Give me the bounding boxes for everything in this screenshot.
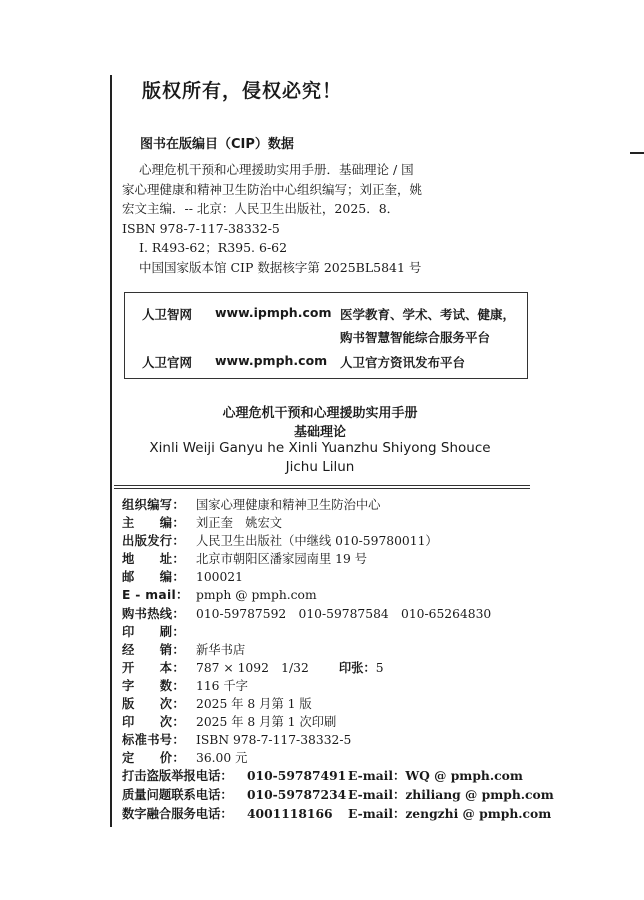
info-value: 刘正奎 姚宏文 [196, 516, 283, 531]
info-row [122, 514, 542, 532]
separator-line [114, 488, 530, 489]
info-row [122, 532, 542, 550]
cip-line: ISBN 978-7-117-38332-5 [122, 220, 280, 236]
info-subvalue: 5 [375, 660, 384, 675]
book-title-pinyin: Xinli Weiji Ganyu he Xinli Yuanzhu Shiyong Shouce [149, 440, 491, 456]
info-row [122, 749, 542, 767]
publication-info [122, 496, 554, 823]
contact-email-label: E-mail： [348, 787, 406, 802]
cip-heading: 图书在版编目（CIP）数据 [140, 137, 294, 152]
info-label: 印 刷： [122, 624, 185, 639]
website-desc-ipmph: 购书智慧智能综合服务平台 [340, 330, 491, 345]
info-value: 36.00 元 [196, 751, 248, 766]
info-value: 010-59787592 010-59787584 010-65264830 [196, 606, 492, 621]
info-row [122, 568, 542, 586]
cip-line: 家心理健康和精神卫生防治中心组织编写；刘正奎，姚 [122, 181, 423, 197]
website-url-ipmph[interactable]: www.ipmph.com [215, 305, 332, 320]
website-url-pmph[interactable]: www.pmph.com [215, 353, 328, 368]
info-value: 2025 年 8 月第 1 次印刷 [196, 715, 337, 730]
info-row [122, 713, 542, 731]
info-value: 新华书店 [196, 642, 246, 657]
copyright-notice: 版权所有，侵权必究！ [142, 80, 343, 102]
cip-line: 宏文主编．-- 北京：人民卫生出版社，2025．8． [122, 201, 400, 217]
info-row [122, 586, 542, 604]
website-name-pmph: 人卫官网 [142, 355, 193, 370]
info-row [122, 659, 542, 677]
contact-email[interactable]: zengzhi @ pmph.com [405, 805, 552, 821]
info-label: 组织编写： [122, 498, 185, 512]
contact-phone: 010-59787491 [247, 768, 347, 784]
cip-data-block [122, 160, 482, 278]
info-value: 北京市朝阳区潘家园南里 19 号 [196, 552, 368, 567]
contact-label: 打击盗版举报电话： [122, 769, 233, 784]
info-value: 国家心理健康和精神卫生防治中心 [196, 498, 381, 512]
cip-line: 中国国家版本馆 CIP 数据核字第 2025BL5841 号 [139, 259, 422, 275]
info-value: 116 千字 [196, 678, 248, 693]
contact-label: 质量问题联系电话： [122, 788, 233, 802]
info-label: 定 价： [122, 751, 185, 766]
info-row [122, 550, 542, 568]
contact-row [122, 767, 542, 786]
cip-line: Ⅰ. R493-62；R395. 6-62 [139, 240, 288, 256]
contact-phone: 4001118166 [247, 805, 333, 821]
info-row [122, 677, 542, 695]
info-label: E - mail： [122, 588, 189, 603]
info-label: 版 次： [122, 697, 185, 712]
info-label: 购书热线： [122, 606, 185, 621]
book-subtitle-pinyin: Jichu Lilun [285, 459, 355, 475]
info-label: 出版发行： [122, 534, 185, 549]
contact-row [122, 786, 554, 805]
info-label: 地 址： [122, 552, 185, 567]
info-value: 787 × 1092 1/32 [196, 660, 309, 675]
info-row [122, 641, 542, 659]
info-row [122, 695, 542, 713]
info-row [122, 623, 542, 641]
info-label: 经 销： [122, 642, 185, 657]
website-desc-pmph: 人卫官方资讯发布平台 [340, 355, 466, 370]
cip-line: 心理危机干预和心理援助实用手册．基础理论 / 国 [139, 162, 414, 177]
contact-email-label: E-mail： [348, 805, 406, 821]
info-value: 100021 [196, 570, 243, 585]
contact-phone: 010-59787234 [247, 787, 347, 802]
separator-line [114, 485, 530, 486]
contact-row [122, 805, 552, 824]
info-value: pmph @ pmph.com [196, 588, 317, 603]
contact-email[interactable]: WQ @ pmph.com [405, 768, 523, 784]
website-name-ipmph: 人卫智网 [142, 307, 193, 322]
info-label: 印 次： [122, 715, 185, 730]
info-sublabel: 印张： [338, 660, 376, 675]
info-value: 人民卫生出版社（中继线 010-59780011） [196, 534, 438, 549]
info-label: 主 编： [122, 516, 185, 531]
book-title-cn: 心理危机干预和心理援助实用手册 [222, 406, 418, 421]
info-label: 邮 编： [122, 570, 185, 585]
contact-email[interactable]: zhiliang @ pmph.com [405, 787, 554, 802]
info-label: 字 数： [122, 678, 185, 693]
info-label: 开 本： [122, 660, 185, 675]
info-value: ISBN 978-7-117-38332-5 [196, 733, 352, 748]
contact-label: 数字融合服务电话： [122, 806, 233, 821]
website-desc-ipmph: 医学教育、学术、考试、健康， [340, 307, 516, 322]
edge-tick-mark [630, 152, 644, 154]
info-value: 2025 年 8 月第 1 版 [196, 697, 312, 712]
book-subtitle-cn: 基础理论 [293, 425, 346, 440]
info-label: 标准书号： [122, 733, 185, 748]
info-row [122, 605, 542, 623]
info-row [122, 731, 542, 749]
info-row [122, 496, 542, 514]
contact-email-label: E-mail： [348, 768, 406, 784]
